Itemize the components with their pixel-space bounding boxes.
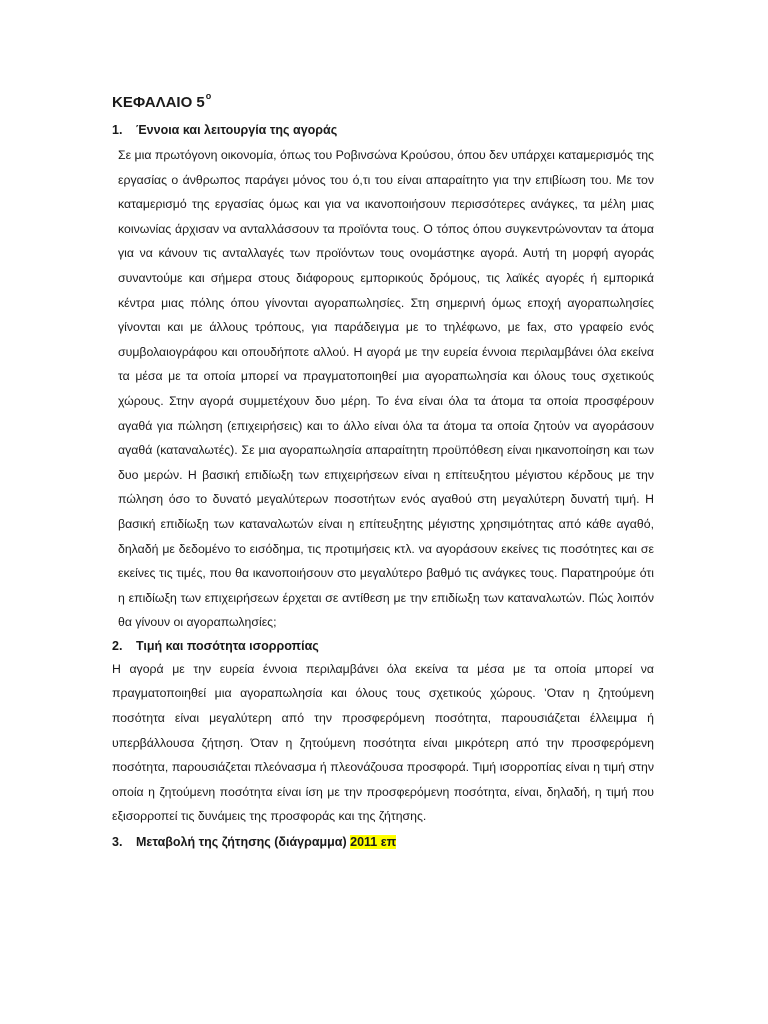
section-3-number: 3. [112, 835, 123, 850]
chapter-superscript: ο [205, 91, 212, 101]
section-2-heading [112, 637, 654, 655]
section-2-number: 2. [112, 638, 123, 653]
section-1-heading [112, 121, 654, 139]
section-1-body: Σε μια πρωτόγονη οικονομία, όπως του Ροβινσώνα Κρούσου, όπου δεν υπάρχει καταμερισμός της εργασίας ο άνθρωπος παράγει μόνος του ό,τι του είναι απαραίτητο για την επιβίωση του. Με τον καταμερισμό της εργασίας όμως και για να ικανοποιήσουν περισσότερες ανάγκες, τα μέλη μιας κοινωνίας άρχισαν να ανταλλάσσουν τα προϊόντα τους. Ο τόπος όπου συγκεντρώνονταν τα άτομα για να κάνουν τις ανταλλαγές των προϊόντων τους ονομάστηκε αγορά. Αυτή τη μορφή αγοράς συναντούμε και σήμερα στους διάφορους εμπορικούς δρόμους, τις λαϊκές αγορές ή εμπορικά κέντρα μιας πόλης όπου γίνονται αγοραπωλησίες. Στη σημερινή όμως εποχή αγοραπωλησίες γίνονται και με άλλους τρόπους, για παράδειγμα με το τηλέφωνο, με fax, στο γραφείο ενός συμβολαιογράφου και οπουδήποτε αλλού. Η αγορά με την ευρεία έννοια περιλαμβάνει όλα εκείνα τα μέσα με τα οποία μπορεί να πραγματοποιηθεί μια αγοραπωλησία και όλους τους σχετικούς χώρους. Στην αγορά συμμετέχουν δυο μέρη. Το ένα είναι όλα τα άτομα τα οποία προσφέρουν αγαθά για πώληση (επιχειρήσεις) και το άλλο είναι όλα τα άτομα τα οποία ζητούν να αγοράσουν αγαθά (καταναλωτές). Σε μια αγοραπωλησία απαραίτητη προϋπόθεση είναι ηικανοποίηση και των δυο μερών. Η βασική επιδίωξη των επιχειρήσεων είναι η επίτευξητου μέγιστου κέρδους με την πώληση όσο το δυνατό μεγαλύτερων ποσοτήτων ενός αγαθού στη μεγαλύτερη δυνατή τιμή. Η βασική επιδίωξη των καταναλωτών είναι η επίτευξητης μέγιστης χρησιμότητας από κάθε αγαθό, δηλαδή με δεδομένο το εισόδημα, τις προτιμήσεις κτλ. να αγοράσουν εκείνες τις ποσότητες και σε εκείνες τις τιμές, που θα ικανοποιήσουν στο μεγαλύτερο βαθμό τις ανάγκες τους. Παρατηρούμε ότι η επιδίωξη των επιχειρήσεων έρχεται σε αντίθεση με την επιδίωξη των καταναλωτών. Πώς λοιπόν θα γίνουν οι αγοραπωλησίες; [118, 148, 654, 630]
section-3-title-text: Μεταβολή της ζήτησης (διάγραμμα) [136, 835, 347, 850]
section-3-title [136, 833, 396, 851]
chapter-title [112, 86, 654, 113]
chapter-title-text: ΚΕΦΑΛΑΙΟ 5 [112, 94, 205, 111]
document-page [112, 86, 654, 851]
section-2-body: Η αγορά με την ευρεία έννοια περιλαμβάνει όλα εκείνα τα μέσα με τα οποία μπορεί να πραγματοποιηθεί μια αγοραπωλησία και όλους τους σχετικούς χώρους. 'Οταν η ζητούμενη ποσότητα είναι μεγαλύτερη από την προσφερόμενη ποσότητα, παρουσιάζεται έλλειμμα ή υπερβάλλουσα ζήτηση. Όταν η ζητούμενη ποσότητα είναι μικρότερη από την προσφερόμενη ποσότητα, παρουσιάζεται πλεόνασμα ή πλεονάζουσα προσφορά. Τιμή ισορροπίας είναι η τιμή στην οποία η ζητούμενη ποσότητα είναι ίση με την προσφερόμενη ποσότητα, είναι, δηλαδή, η τιμή που εξισορροπεί τις δυνάμεις της προσφοράς και της ζήτησης. [112, 661, 654, 824]
highlighted-note: 2011 επ [350, 835, 397, 850]
section-1-title: Έννοια και λειτουργία της αγοράς [136, 123, 338, 137]
section-3-heading [112, 833, 654, 851]
section-1-number: 1. [112, 123, 123, 137]
section-2-title: Τιμή και ποσότητα ισορροπίας [136, 638, 319, 653]
